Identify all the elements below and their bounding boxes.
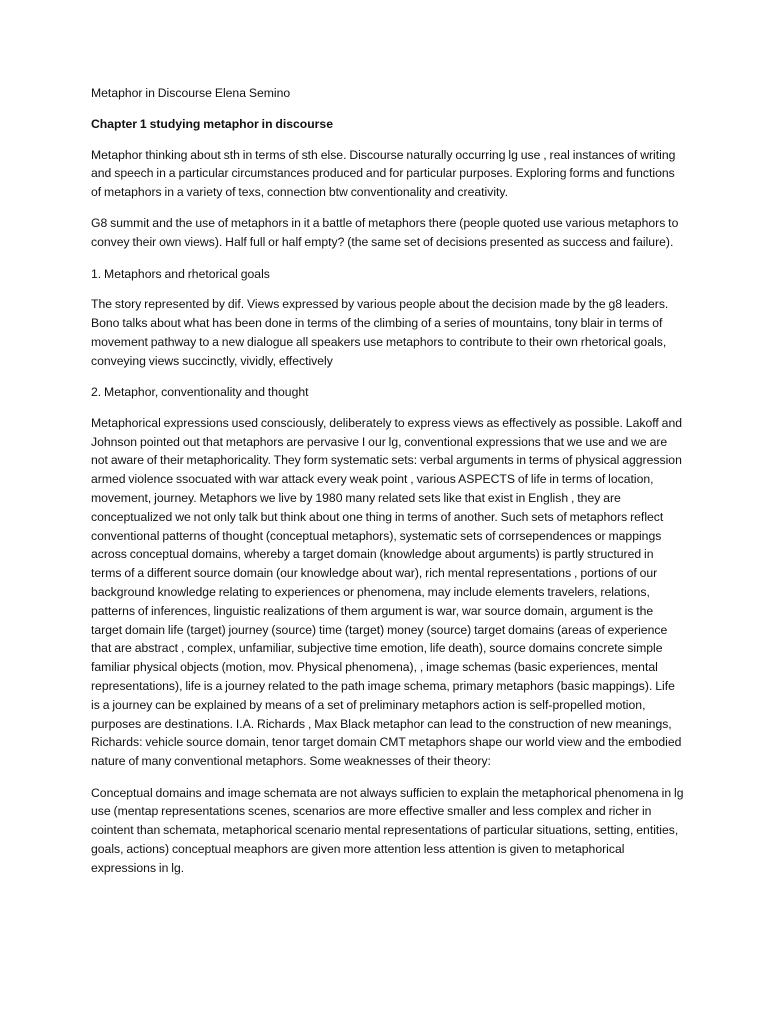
document-title: Metaphor in Discourse Elena Semino xyxy=(91,86,291,100)
paragraph-definition: Metaphor thinking about sth in terms of sth else. Discourse naturally occurring lg use , real instances of writing and speech in a particular circumstances produced and for particular purposes. Exploring forms and functions of metaphors in a variety of texs, connection btw conventionality and creativity. xyxy=(91,147,676,200)
section-heading-rhetorical-goals: 1. Metaphors and rhetorical goals xyxy=(91,266,270,281)
section-heading-conventionality: 2. Metaphor, conventionality and thought xyxy=(91,385,309,400)
paragraph-metaphorical-expressions: Metaphorical expressions used consciously, deliberately to express views as effectively as possible. Lakoff and Johnson pointed out that metaphors are pervasive I our lg, conventional expressions that we use and we are not aware of their metaphoricality. They form systematic sets: verbal arguments in terms of physical aggression armed violence ssocuated with war attack every weak point , various ASPECTS of life in terms of location, movement, journey. Metaphors we live by 1980 many related sets like that exist in English , they are conceptualized we not only talk but think about one thing in terms of another. Such sets of metaphors reflect conventional patterns of thought (conceptual metaphors), systematic sets of corrsependences or mappings across conceptual domains, whereby a target domain (knowledge about arguments) is partly structured in terms of a different source domain (our knowledge about war), rich mental representations , portions of our background knowledge relating to experiences or phenomena, may include elements travelers, relations, patterns of inferences, linguistic realizations of them argument is war, war source domain, argument is the target domain life (target) journey (source) time (target) money (source) target domains (areas of experience that are abstract , complex, unfamiliar, subjective time emotion, life death), source domains concrete simple familiar physical objects (motion, mov. Physical phenomena), , image schemas (basic experiences, mental representations), life is a journey related to the path image schema, primary metaphors (basic mappings). Life is a journey can be explained by means of a set of preliminary metaphors action is self-propelled motion, purposes are destinations. I.A. Richards , Max Black metaphor can lead to the construction of new meanings, Richards: vehicle source domain, tenor target domain CMT metaphors shape our world view and the embodied nature of many conventional metaphors. Some weaknesses of their theory: xyxy=(91,415,683,769)
document-page xyxy=(91,84,685,890)
paragraph-conceptual-domains: Conceptual domains and image schemata are not always sufficien to explain the metaphorical phenomena in lg use (mentap representations scenes, scenarios are more effective smaller and less complex and richer in cointent than schemata, metaphorical scenario mental representations of particular situations, setting, entities, goals, actions) conceptual meaphors are given more attention less attention is given to metaphorical expressions in lg. xyxy=(91,785,684,875)
paragraph-story: The story represented by dif. Views expressed by various people about the decision made by the g8 leaders. Bono talks about what has been done in terms of the climbing of a series of mountains, tony blair in terms of movement pathway to a new dialogue all speakers use metaphors to contribute to their own rhetorical goals, conveying views succinctly, vividly, effectively xyxy=(91,297,669,368)
paragraph-g8-summit: G8 summit and the use of metaphors in it a battle of metaphors there (people quoted use various metaphors to convey their own views). Half full or half empty? (the same set of decisions presented as success and failure). xyxy=(91,216,679,250)
chapter-heading: Chapter 1 studying metaphor in discourse xyxy=(91,116,333,131)
